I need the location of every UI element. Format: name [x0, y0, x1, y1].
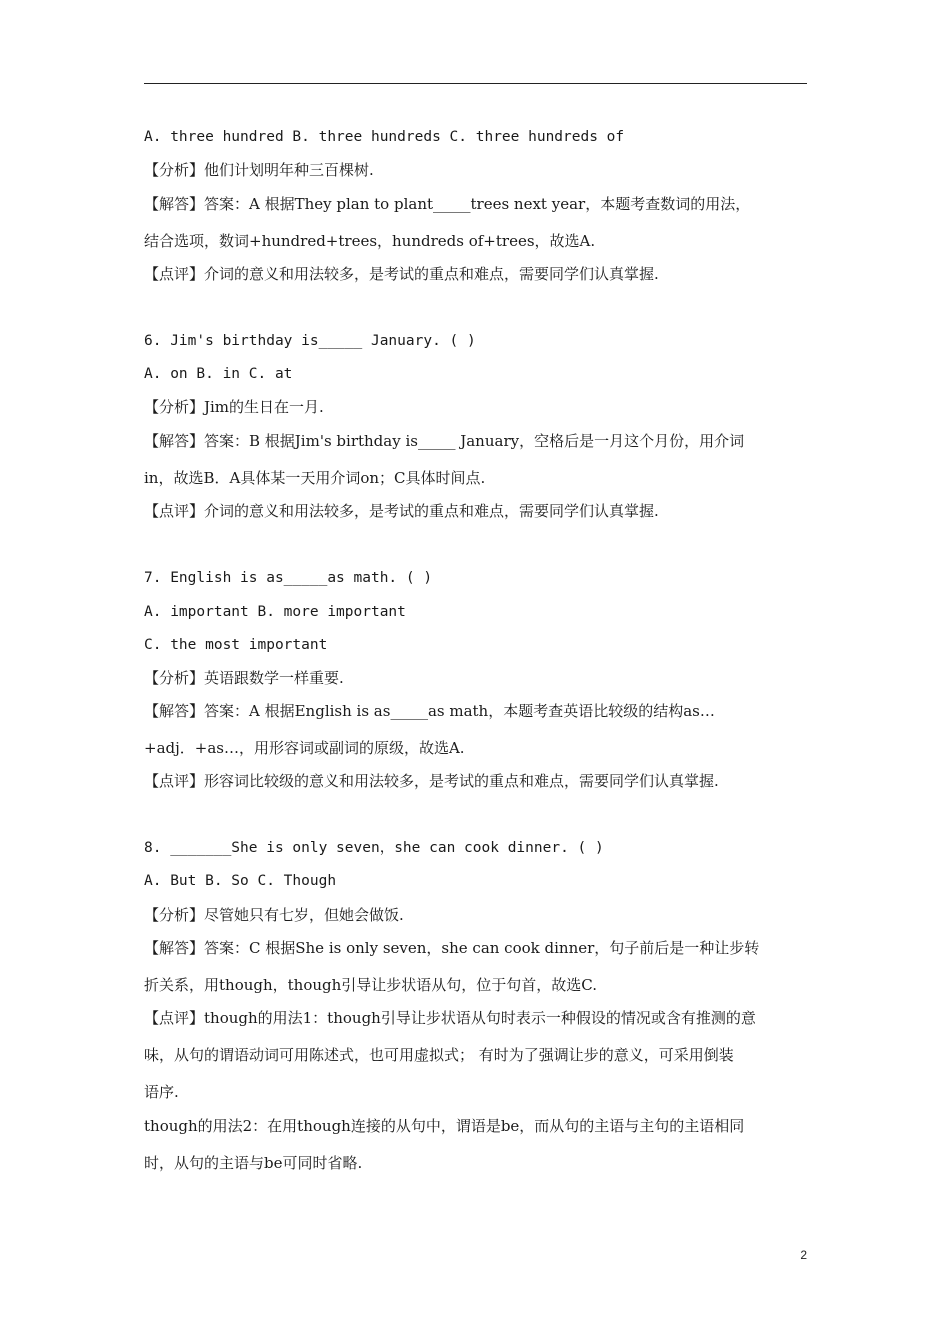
q7-answer-line-2: +adj．+as…，用形容词或副词的原级，故选A.: [144, 739, 465, 757]
q6-analysis: 【分析】Jim的生日在一月.: [144, 398, 324, 416]
q5-answer-line-2: 结合选项，数词+hundred+trees，hundreds of+trees，故选A.: [144, 232, 596, 250]
q6-comment: 【点评】介词的意义和用法较多，是考试的重点和难点，需要同学们认真掌握.: [144, 502, 659, 520]
q8-comment-line-5: 时，从句的主语与be可同时省略.: [144, 1154, 363, 1172]
q7-comment: 【点评】形容词比较级的意义和用法较多，是考试的重点和难点，需要同学们认真掌握.: [144, 772, 719, 790]
q6-options: A. on B. in C. at: [144, 366, 293, 382]
q5-answer-line-1: 【解答】答案：A 根据They plan to plant_____trees next year，本题考查数词的用法，: [144, 195, 751, 213]
q7-question: 7. English is as_____as math. ( ): [144, 570, 433, 586]
q8-answer-line-2: 折关系，用though，though引导让步状语从句，位于句首，故选C.: [144, 976, 597, 994]
q8-comment-line-2: 味，从句的谓语动词可用陈述式，也可用虚拟式； 有时为了强调让步的意义，可采用倒装: [144, 1046, 734, 1064]
q6-answer-line-2: in，故选B．A具体某一天用介词on；C具体时间点.: [144, 469, 486, 487]
q8-answer-line-1: 【解答】答案：C 根据She is only seven，she can cook dinner，句子前后是一种让步转: [144, 939, 760, 957]
q8-comment-line-1: 【点评】though的用法1：though引导让步状语从句时表示一种假设的情况或含有推测的意: [144, 1009, 756, 1027]
q8-question: 8. _______She is only seven，she can cook dinner. ( ): [144, 840, 604, 856]
q5-comment: 【点评】介词的意义和用法较多，是考试的重点和难点，需要同学们认真掌握.: [144, 265, 659, 283]
q6-question: 6. Jim's birthday is_____ January. ( ): [144, 333, 476, 349]
page-number: 2: [800, 1248, 807, 1262]
q7-answer-line-1: 【解答】答案：A 根据English is as_____as math，本题考查英语比较级的结构as…: [144, 702, 715, 720]
q7-options-line-1: A. important B. more important: [144, 604, 406, 620]
q7-analysis: 【分析】英语跟数学一样重要.: [144, 669, 344, 687]
header-rule: [144, 83, 807, 84]
q6-answer-line-1: 【解答】答案：B 根据Jim's birthday is_____ January，空格后是一月这个月份，用介词: [144, 432, 745, 450]
q8-comment-line-4: though的用法2：在用though连接的从句中，谓语是be，而从句的主语与主句的主语相同: [144, 1117, 745, 1135]
q8-analysis: 【分析】尽管她只有七岁，但她会做饭.: [144, 906, 404, 924]
q7-options-line-2: C. the most important: [144, 637, 328, 653]
q8-comment-line-3: 语序.: [144, 1083, 179, 1101]
q5-options: A. three hundred B. three hundreds C. three hundreds of: [144, 129, 625, 145]
q5-analysis: 【分析】他们计划明年种三百棵树.: [144, 161, 374, 179]
q8-options: A. But B. So C. Though: [144, 873, 337, 889]
